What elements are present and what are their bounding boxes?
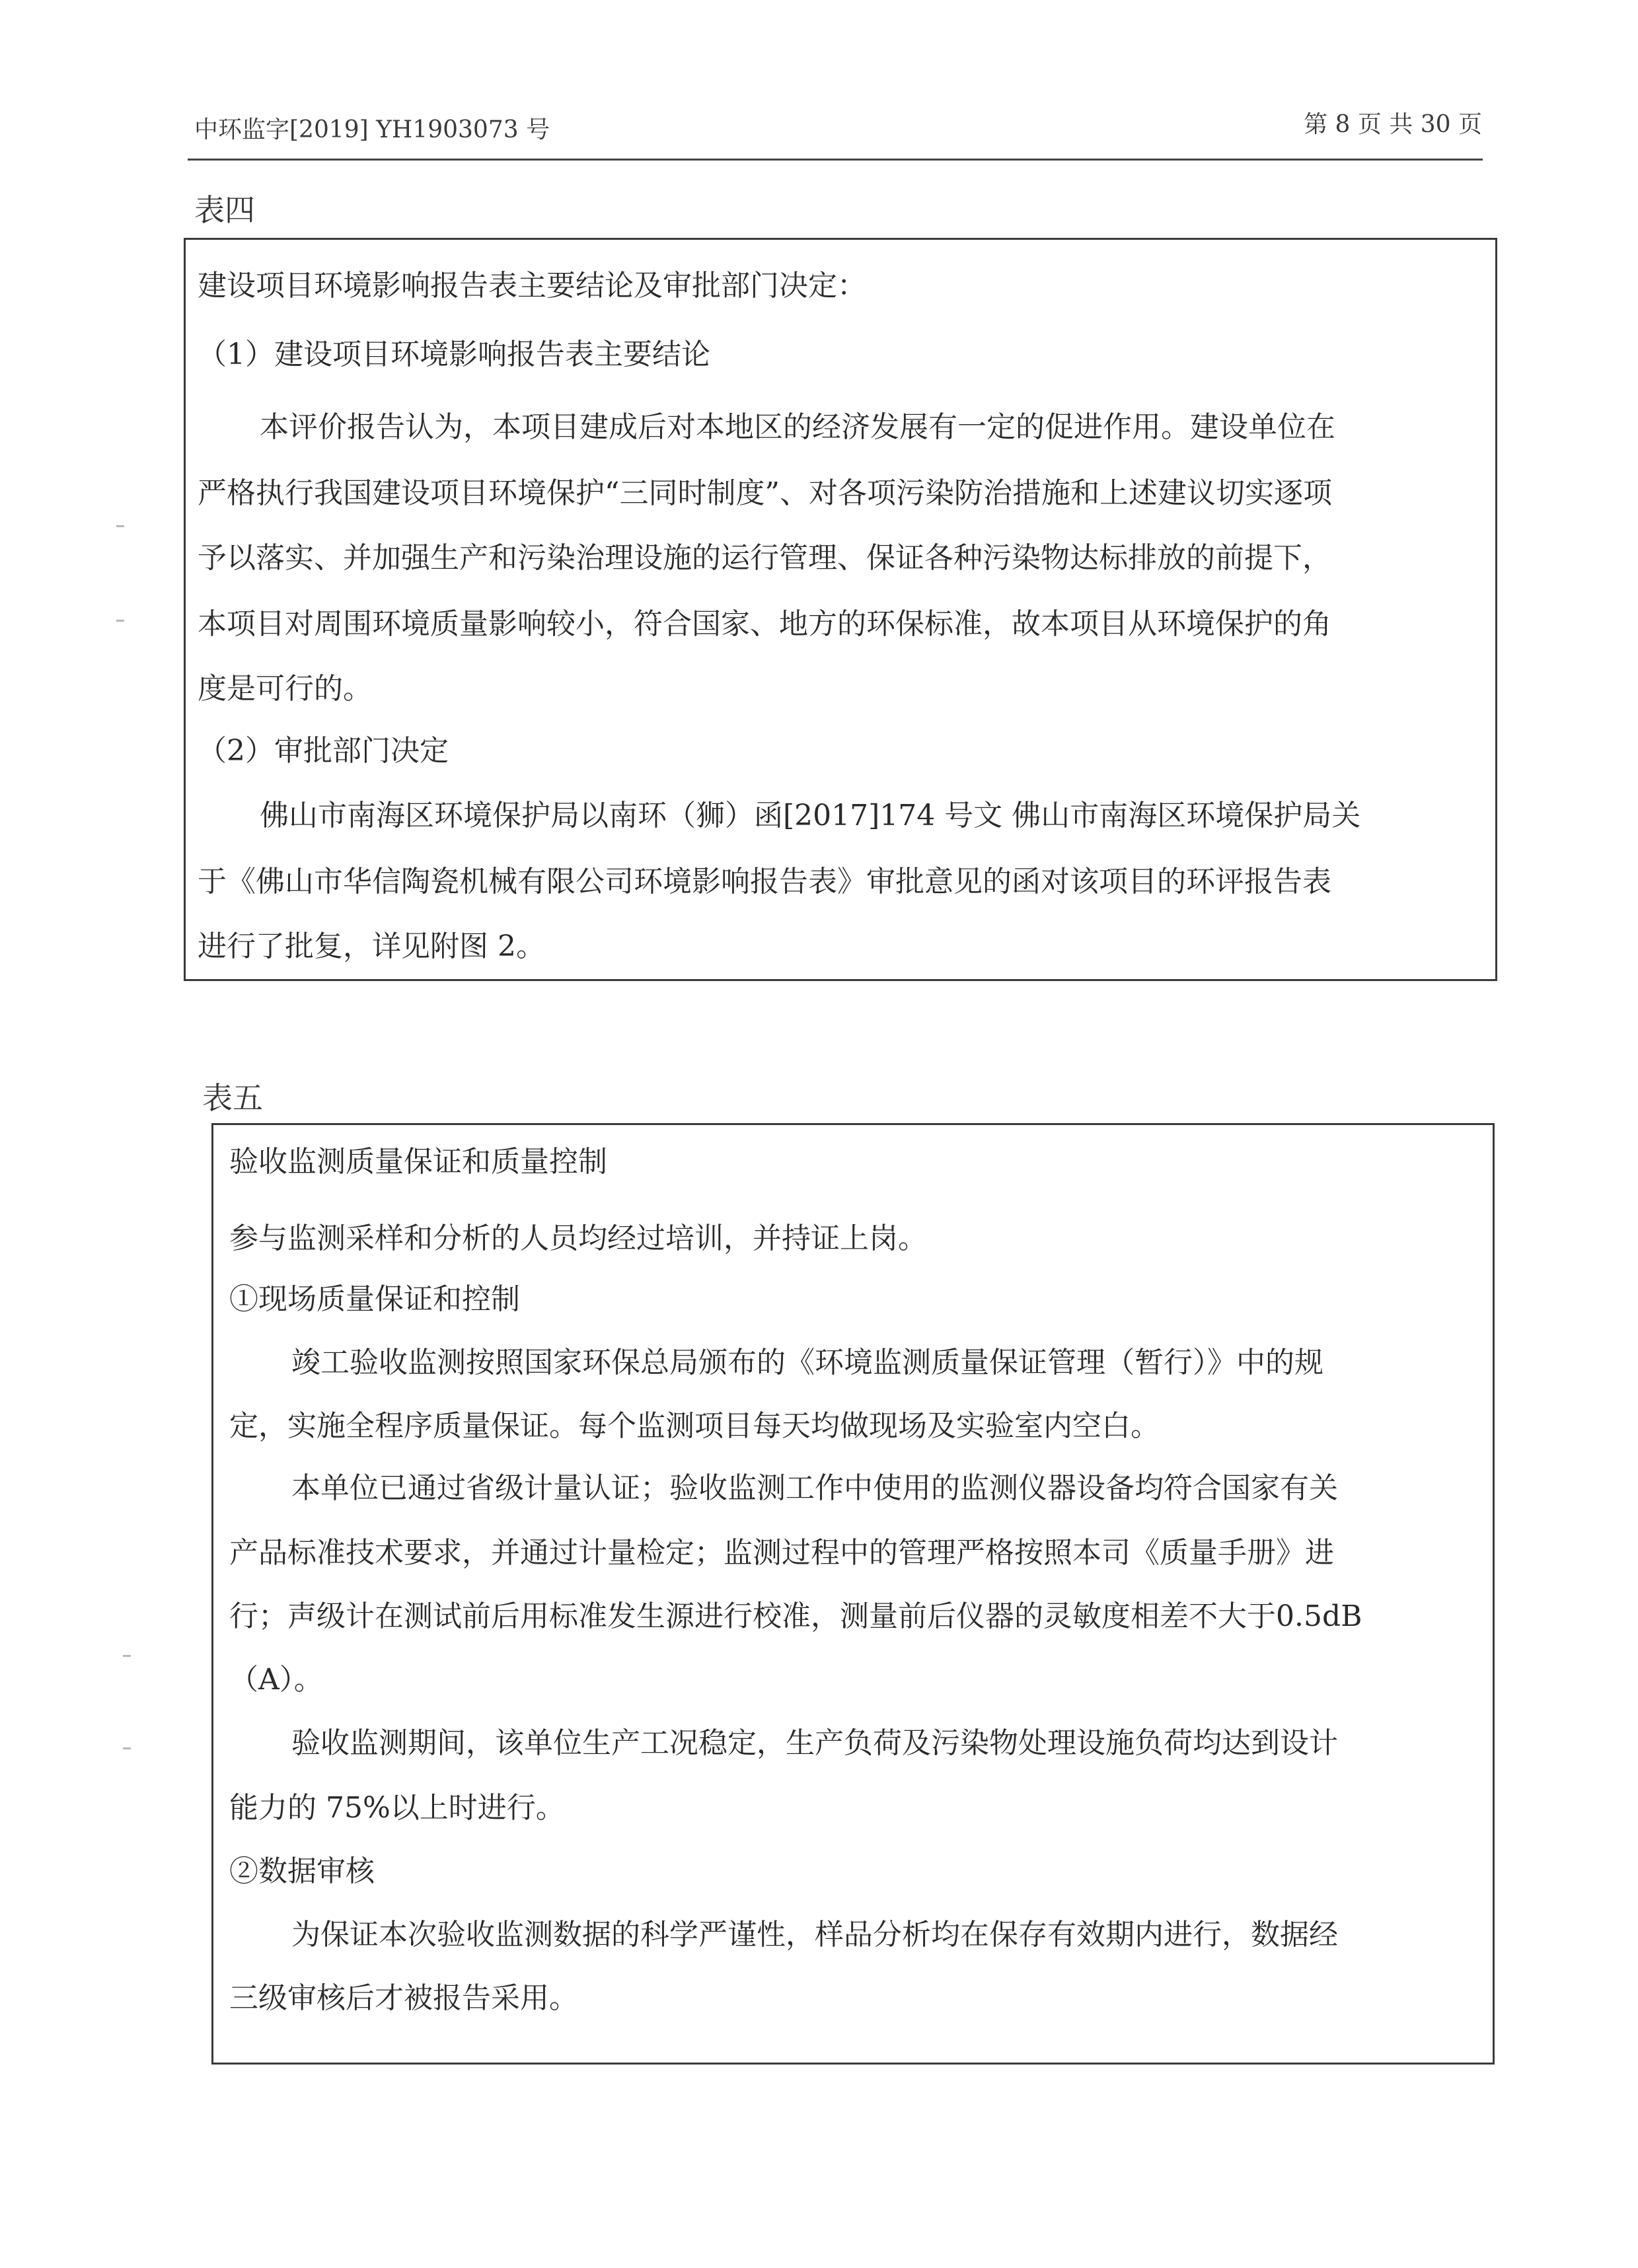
scan-speck (123, 1747, 131, 1749)
table5-data-review-line: 为保证本次验收监测数据的科学严谨性，样品分析均在保存有效期内进行，数据经 (291, 1918, 1338, 1952)
table5-title: 验收监测质量保证和质量控制 (229, 1145, 607, 1179)
table5-intro: 参与监测采样和分析的人员均经过培训，并持证上岗。 (229, 1222, 927, 1255)
table5-subheading-data-review: ②数据审核 (229, 1854, 375, 1888)
table4-title: 建设项目环境影响报告表主要结论及审批部门决定： (198, 269, 866, 303)
table4-conclusion-line: 予以落实、并加强生产和污染治理设施的运行管理、保证各种污染物达标排放的前提下， (198, 541, 1331, 575)
table5-certification-line: 行；声级计在测试前后用标准发生源进行校准，测量前后仪器的灵敏度相差不大于0.5dB (229, 1599, 1362, 1633)
scan-speck (116, 525, 124, 527)
page-indicator: 第 8 页 共 30 页 (1304, 111, 1482, 138)
table4-box (184, 238, 1497, 981)
table4-conclusion-line: 度是可行的。 (198, 672, 372, 706)
table4-approval-line: 进行了批复，详见附图 2。 (198, 930, 545, 963)
table5-subheading-field-qc: ①现场质量保证和控制 (229, 1282, 520, 1316)
table5-box (211, 1123, 1495, 2065)
header-divider (188, 159, 1483, 161)
table5-field-qc-line: 定，实施全程序质量保证。每个监测项目每天均做现场及实验室内空白。 (229, 1409, 1160, 1443)
table4-label: 表四 (194, 192, 255, 228)
scan-speck (116, 620, 124, 622)
table5-workload-line: 验收监测期间，该单位生产工况稳定，生产负荷及污染物处理设施负荷均达到设计 (291, 1726, 1338, 1760)
table5-workload-line: 能力的 75%以上时进行。 (229, 1791, 565, 1825)
table5-data-review-line: 三级审核后才被报告采用。 (229, 1981, 578, 2015)
table4-subheading-approval: （2）审批部门决定 (198, 734, 449, 768)
table5-certification-line: 产品标准技术要求，并通过计量检定；监测过程中的管理严格按照本司《质量手册》进 (229, 1536, 1334, 1570)
table5-label: 表五 (202, 1080, 263, 1116)
table4-conclusion-line: 严格执行我国建设项目环境保护“三同时制度”、对各项污染防治措施和上述建议切实逐项 (198, 476, 1332, 510)
table5-certification-line: 本单位已通过省级计量认证；验收监测工作中使用的监测仪器设备均符合国家有关 (291, 1471, 1338, 1505)
table4-subheading-conclusions: （1）建设项目环境影响报告表主要结论 (198, 338, 710, 371)
document-number: 中环监字[2019] YH1903073 号 (194, 116, 550, 143)
scan-speck (123, 1655, 131, 1657)
table4-approval-line: 于《佛山市华信陶瓷机械有限公司环境影响报告表》审批意见的函对该项目的环评报告表 (198, 865, 1331, 898)
table4-conclusion-line: 本评价报告认为，本项目建成后对本地区的经济发展有一定的促进作用。建设单位在 (260, 410, 1335, 444)
table5-certification-line: （A）。 (229, 1663, 323, 1697)
table4-conclusion-line: 本项目对周围环境质量影响较小，符合国家、地方的环保标准，故本项目从环境保护的角 (198, 607, 1331, 641)
table4-approval-line: 佛山市南海区环境保护局以南环（狮）函[2017]174 号文 佛山市南海区环境保护局关 (260, 799, 1361, 832)
table5-field-qc-line: 竣工验收监测按照国家环保总局颁布的《环境监测质量保证管理（暂行）》中的规 (291, 1346, 1323, 1379)
